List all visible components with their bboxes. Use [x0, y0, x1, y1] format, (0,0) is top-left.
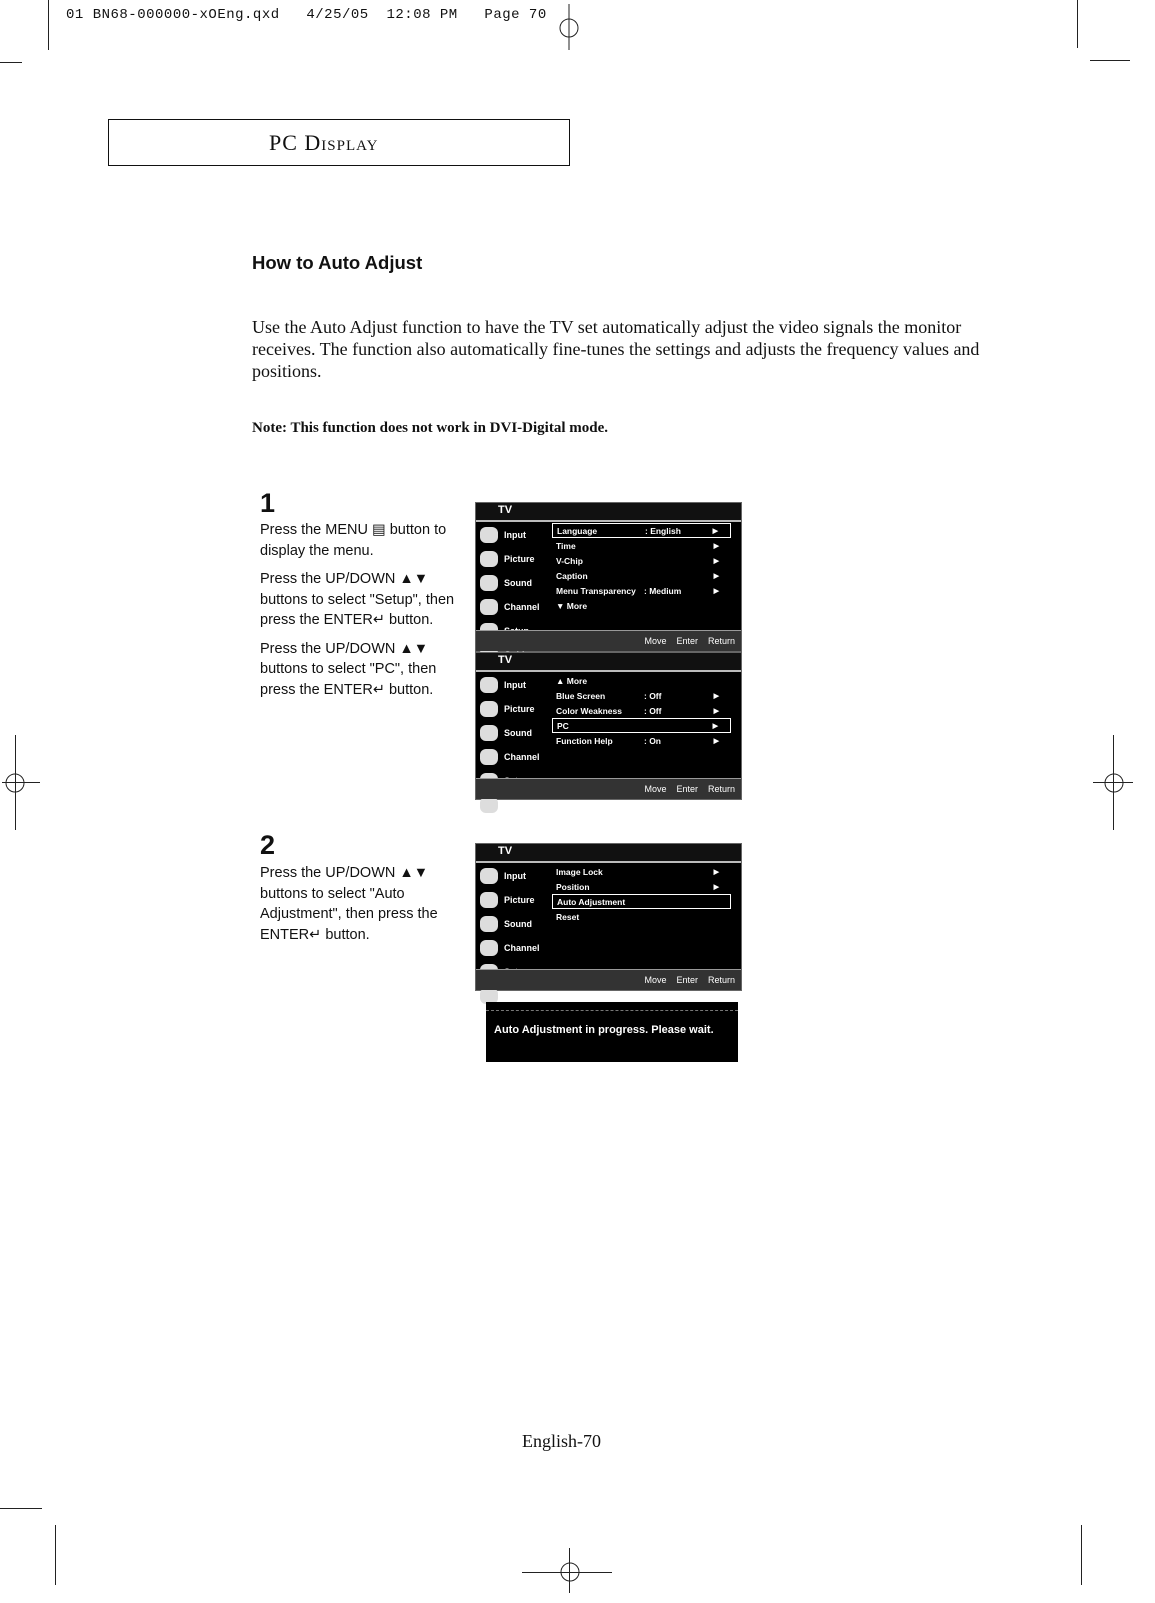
- menu-footer-bar: [476, 778, 741, 799]
- menu-item: [552, 894, 731, 909]
- page-footer: English-70: [522, 1431, 601, 1451]
- registration-mark-top: [555, 4, 585, 50]
- step-2-para-1: Press the UP/DOWN ▲▼ buttons to select "Auto Adjustment", then press the ENTER↵ button.: [260, 865, 438, 943]
- menu-items: [552, 673, 731, 748]
- menu-item: [552, 583, 731, 598]
- chevron-right-icon: ▶: [713, 868, 719, 876]
- menu-sidebar-item: [476, 697, 546, 721]
- sound-icon: [480, 575, 498, 591]
- menu-sidebar-item: [476, 745, 546, 769]
- menu-item-label: Reset: [556, 911, 580, 922]
- menu-footer-bar: [476, 969, 741, 990]
- menu-sidebar-item: [476, 547, 546, 571]
- step-1-para-2: Press the UP/DOWN ▲▼ buttons to select "Setup", then press the ENTER↵ button.: [260, 571, 455, 628]
- chevron-right-icon: ▶: [712, 527, 718, 535]
- input-icon: [480, 527, 498, 543]
- menu-item-label: ▲ More: [556, 675, 588, 686]
- menu-sidebar-label: Channel: [504, 943, 540, 953]
- menu-sidebar: [476, 523, 546, 629]
- step-1-para-3: Press the UP/DOWN ▲▼ buttons to select "PC", then press the ENTER↵ button.: [260, 640, 437, 698]
- menu-sidebar-label: Picture: [504, 895, 535, 905]
- section-title: PC Display: [269, 130, 379, 155]
- menu-title: TV: [498, 504, 513, 516]
- channel-icon: [480, 599, 498, 615]
- print-slug: [66, 7, 547, 23]
- picture-icon: [480, 892, 498, 908]
- chevron-right-icon: ▶: [712, 722, 718, 730]
- menu-title-bar: [476, 503, 741, 522]
- menu-sidebar-label: Sound: [504, 919, 532, 929]
- menu-item-label: Function Help: [556, 735, 613, 746]
- sound-icon: [480, 916, 498, 932]
- menu-item-value: : English: [645, 525, 681, 536]
- menu-item: [552, 864, 731, 879]
- picture-icon: [480, 701, 498, 717]
- chevron-right-icon: ▶: [713, 542, 719, 550]
- menu-footer-hint: Return: [707, 636, 735, 646]
- menu-item: [552, 703, 731, 718]
- intro-paragraph: Use the Auto Adjust function to have the TV set automatically adjust the video signals the monitor receives. The function also automatically fine-tunes the settings and adjusts the frequency values and positions.: [252, 317, 980, 381]
- menu-item: [552, 879, 731, 894]
- menu-sidebar: [476, 864, 546, 1001]
- chevron-right-icon: ▶: [713, 883, 719, 891]
- chevron-right-icon: ▶: [713, 737, 719, 745]
- menu-sidebar-item: [476, 595, 546, 619]
- menu-item-label: Image Lock: [556, 866, 603, 877]
- menu-item-label: Time: [556, 540, 576, 551]
- menu-item: [552, 538, 731, 553]
- menu-sidebar-label: Input: [504, 871, 526, 881]
- step-1-para-1: Press the MENU ▤ button to display the menu.: [260, 522, 447, 559]
- chevron-right-icon: ▶: [713, 692, 719, 700]
- picture-icon: [480, 551, 498, 567]
- menu-sidebar-label: Sound: [504, 578, 532, 588]
- menu-sidebar-item: [476, 523, 546, 547]
- menu-item-label: V-Chip: [556, 555, 583, 566]
- menu-item: [552, 688, 731, 703]
- chevron-right-icon: ▶: [713, 587, 719, 595]
- slug-time: 12:08 PM: [386, 7, 458, 23]
- guide-icon: [480, 797, 498, 813]
- menu-sidebar-item: [476, 912, 546, 936]
- menu-item-label: Language: [557, 525, 598, 536]
- page-heading: How to Auto Adjust: [252, 252, 423, 273]
- progress-message-box: [486, 1002, 738, 1062]
- chevron-right-icon: ▶: [713, 572, 719, 580]
- registration-mark-left: [0, 768, 30, 798]
- input-icon: [480, 868, 498, 884]
- menu-items: [552, 864, 731, 924]
- menu-sidebar-label: Picture: [504, 554, 535, 564]
- menu-title: TV: [498, 845, 513, 857]
- menu-sidebar-label: Sound: [504, 728, 532, 738]
- menu-item-label: ▼ More: [556, 600, 588, 611]
- menu-item: [552, 568, 731, 583]
- menu-footer-hint: Return: [707, 975, 735, 985]
- menu-sidebar-label: Input: [504, 530, 526, 540]
- chevron-right-icon: ▶: [713, 707, 719, 715]
- menu-sidebar-item: [476, 936, 546, 960]
- menu-item-label: Color Weakness: [556, 705, 622, 716]
- menu-sidebar: [476, 673, 546, 810]
- step-2-number: 2: [260, 830, 276, 860]
- registration-mark-right: [1099, 768, 1129, 798]
- menu-footer-hint: Move: [644, 636, 667, 646]
- sound-icon: [480, 725, 498, 741]
- menu-items: [552, 523, 731, 613]
- slug-filename: 01 BN68-000000-xOEng.qxd: [66, 7, 280, 23]
- step-1-text: [260, 520, 475, 708]
- chevron-right-icon: ▶: [713, 557, 719, 565]
- channel-icon: [480, 940, 498, 956]
- menu-sidebar-label: Channel: [504, 602, 540, 612]
- menu-sidebar-item: [476, 721, 546, 745]
- slug-page: Page 70: [484, 7, 547, 23]
- menu-title: TV: [498, 654, 513, 666]
- menu-sidebar-label: Input: [504, 680, 526, 690]
- menu-item-label: Position: [556, 881, 590, 892]
- menu-title-bar: [476, 844, 741, 863]
- registration-mark-bottom: [556, 1560, 584, 1588]
- channel-icon: [480, 749, 498, 765]
- menu-sidebar-label: Guide: [504, 800, 530, 810]
- input-icon: [480, 677, 498, 693]
- menu-footer-hint: Enter: [676, 975, 698, 985]
- menu-sidebar-item: [476, 864, 546, 888]
- menu-item-value: : Off: [644, 690, 662, 701]
- menu-footer-hint: Move: [644, 784, 667, 794]
- menu-item-label: PC: [557, 720, 569, 731]
- menu-item: [552, 733, 731, 748]
- progress-message: Auto Adjustment in progress. Please wait.: [494, 1024, 714, 1036]
- menu-screenshot-pc: [475, 652, 742, 810]
- menu-footer-hint: Enter: [676, 636, 698, 646]
- menu-sidebar-item: [476, 571, 546, 595]
- menu-item-label: Blue Screen: [556, 690, 606, 701]
- menu-item: [552, 909, 731, 924]
- menu-item-label: Menu Transparency: [556, 585, 636, 596]
- menu-item-value: : Medium: [644, 585, 682, 596]
- menu-item: [552, 718, 731, 733]
- step-1-number: 1: [260, 488, 276, 518]
- menu-screenshot-auto-adjust: [475, 843, 742, 1001]
- menu-footer-bar: [476, 630, 741, 651]
- slug-date: 4/25/05: [306, 7, 369, 23]
- menu-sidebar-item: [476, 888, 546, 912]
- menu-sidebar-label: Guide: [504, 991, 530, 1001]
- menu-item: [552, 673, 731, 688]
- menu-footer-hint: Move: [644, 975, 667, 985]
- menu-item-value: : On: [644, 735, 661, 746]
- menu-footer-hint: Return: [707, 784, 735, 794]
- menu-item: [552, 553, 731, 568]
- menu-item-label: Auto Adjustment: [557, 896, 626, 907]
- menu-title-bar: [476, 653, 741, 672]
- menu-footer-hint: Enter: [676, 784, 698, 794]
- menu-item-value: : Off: [644, 705, 662, 716]
- menu-sidebar-label: Channel: [504, 752, 540, 762]
- section-title-box: [108, 119, 570, 166]
- menu-sidebar-label: Picture: [504, 704, 535, 714]
- menu-screenshot-setup: [475, 502, 742, 652]
- step-2-text: [260, 863, 475, 953]
- menu-sidebar-item: [476, 673, 546, 697]
- note-text: Note: This function does not work in DVI-Digital mode.: [252, 420, 608, 436]
- menu-item-label: Caption: [556, 570, 588, 581]
- menu-item: [552, 523, 731, 538]
- menu-item: [552, 598, 731, 613]
